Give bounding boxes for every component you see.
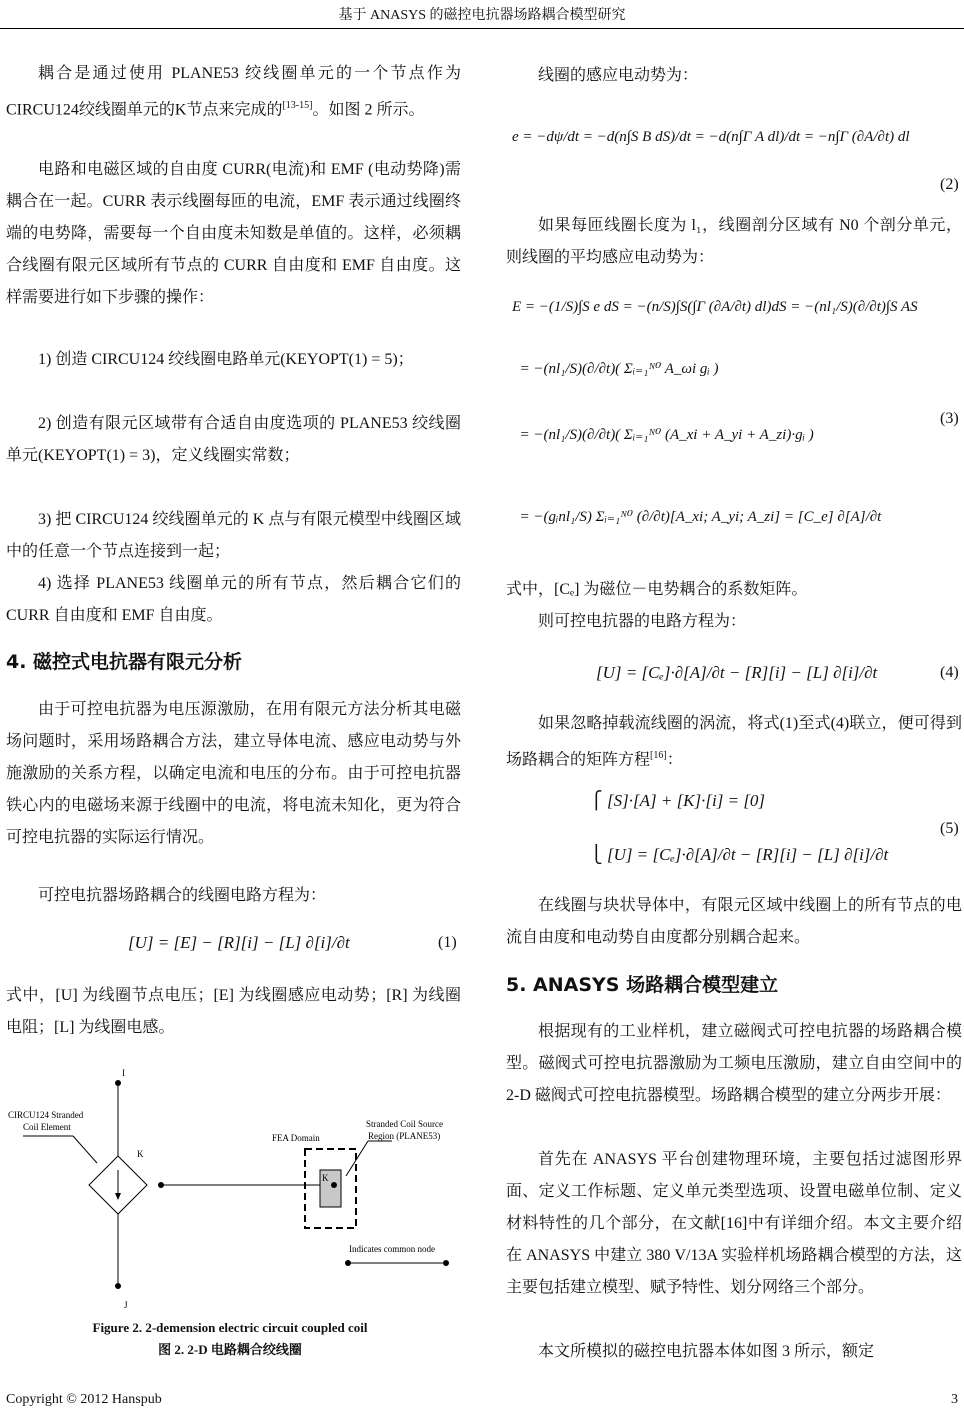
equation-3-line: = −(nl₁/S)(∂/∂t)( Σᵢ₌₁ᴺ⁰ (A_xi + A_yi + A_zi)·gᵢ ) <box>512 427 814 443</box>
figure-label: Indicates common node <box>349 1244 435 1254</box>
paragraph-text: 耦合是通过使用 PLANE53 绞线圈单元的一个节点作为CIRCU124绞线圈单元的K节点来完成的 <box>6 65 461 119</box>
equation-number: (5) <box>940 820 959 837</box>
copyright: Copyright © 2012 Hanspub <box>6 1392 162 1407</box>
leader-arrow <box>73 1136 97 1163</box>
node-label: K <box>322 1173 329 1183</box>
node-label: I <box>122 1068 125 1078</box>
node-j <box>115 1283 121 1289</box>
figure-label: Coil Element <box>23 1122 71 1132</box>
node-k <box>331 1182 337 1188</box>
equation-4: [U] = [Cₑ]·∂[A]/∂t − [R][i] − [L] ∂[i]/∂t <box>596 663 878 682</box>
node <box>443 1260 449 1266</box>
paragraph: 则可控电抗器的电路方程为： <box>538 613 747 630</box>
paragraph <box>6 58 461 126</box>
equation-5-line: ⎧ [S]·[A] + [K]·[i] = [0] <box>590 791 766 810</box>
figure-label: Region (PLANE53) <box>368 1131 441 1141</box>
list-item: 2) 创造有限元区域带有合适自由度选项的 PLANE53 绞线圈单元(KEYOPT(1) = 3)，定义线圈实常数； <box>6 415 461 464</box>
section-heading: 5. ANASYS 场路耦合模型建立 <box>506 974 779 996</box>
paragraph: 根据现有的工业样机，建立磁阀式可控电抗器的场路耦合模型。磁阀式可控电抗器激励为工频电压激励，建立自由空间中的 2-D 磁阀式可控电抗器模型。场路耦合模型的建立分两步开展： <box>506 1023 962 1104</box>
figure-label: CIRCU124 Stranded <box>8 1110 84 1120</box>
paragraph: 本文所模拟的磁控电抗器本体如图 3 所示，额定 <box>538 1343 875 1360</box>
equation-5-line: ⎩ [U] = [Cₑ]·∂[A]/∂t − [R][i] − [L] ∂[i]/∂t <box>590 845 889 864</box>
paragraph: 线圈的感应电动势为： <box>538 67 699 84</box>
citation: [13-15] <box>282 100 313 111</box>
equation-1: [U] = [E] − [R][i] − [L] ∂[i]/∂t <box>128 933 350 952</box>
equation-3-line: = −(nl₁/S)(∂/∂t)( Σᵢ₌₁ᴺ⁰ A_ωi gᵢ ) <box>512 361 719 377</box>
list-item: 3) 把 CIRCU124 绞线圈单元的 K 点与有限元模型中线圈区域中的任意一个节点连接到一起； <box>6 511 461 560</box>
arrowhead <box>115 1193 121 1200</box>
citation: [16] <box>650 750 667 761</box>
node-label: J <box>124 1300 128 1310</box>
node-label: K <box>137 1149 144 1159</box>
paragraph-text: 。如图 2 所示。 <box>312 101 425 119</box>
figure-caption-zh: 图 2. 2-D 电路耦合绞线圈 <box>158 1342 302 1357</box>
paragraph: 如果每匝线圈长度为 l₁，线圈剖分区域有 N0 个剖分单元，则线圈的平均感应电动势为： <box>506 217 962 266</box>
header-rule <box>0 28 964 29</box>
section-heading: 4. 磁控式电抗器有限元分析 <box>6 651 243 673</box>
paragraph-text: 如果忽略掉载流线圈的涡流，将式(1)至式(4)联立，便可得到场路耦合的矩阵方程 <box>506 715 962 769</box>
running-header: 基于 ANASYS 的磁控电抗器场路耦合模型研究 <box>338 8 626 23</box>
page-number: 3 <box>951 1392 958 1407</box>
list-item: 1) 创造 CIRCU124 绞线圈电路单元(KEYOPT(1) = 5)； <box>38 351 414 368</box>
figure-label: Stranded Coil Source <box>366 1119 443 1129</box>
paragraph: 电路和电磁区域的自由度 CURR(电流)和 EMF (电动势降)需耦合在一起。CURR 表示线圈每匝的电流，EMF 表示通过线圈终端的电势降，需要每一个自由度未知数是单值的。这样，必须耦合线圈有限元区域所有节点的 CURR 自由度和 EMF 自由度。这样需要进行如下步骤的操作： <box>6 161 461 306</box>
equation-number: (2) <box>940 176 959 193</box>
paragraph: 式中，[U] 为线圈节点电压；[E] 为线圈感应电动势；[R] 为线圈电阻；[L] 为线圈电感。 <box>6 987 461 1036</box>
paragraph: 在线圈与块状导体中，有限元区域中线圈上的所有节点的电流自由度和电动势自由度都分别耦合起来。 <box>506 897 962 946</box>
node-i <box>115 1080 121 1086</box>
paragraph: 可控电抗器场路耦合的线圈电路方程为： <box>38 887 327 904</box>
paragraph: 由于可控电抗器为电压源激励，在用有限元方法分析其电磁场问题时，采用场路耦合方法，建立导体电流、感应电动势与外施激励的关系方程，以确定电流和电压的分布。由于可控电抗器铁心内的电磁场来源于线圈中的电流，将电流未知化，更为符合可控电抗器的实际运行情况。 <box>6 701 461 846</box>
circuit-figure <box>0 1060 480 1320</box>
equation-number: (1) <box>438 934 457 951</box>
equation-2: e = −dψ/dt = −d(n∫S B dS)/dt = −d(n∫Γ A dl)/dt = −n∫Γ (∂A/∂t) dl <box>512 129 910 145</box>
equation-3-line: E = −(1/S)∫S e dS = −(n/S)∫S(∫Γ (∂A/∂t) dl)dS = −(nl₁/S)(∂/∂t)∫S AS <box>512 299 918 315</box>
equation-number: (3) <box>940 410 959 427</box>
paragraph-text: ： <box>666 751 683 769</box>
list-item: 4) 选择 PLANE53 线圈单元的所有节点，然后耦合它们的 CURR 自由度和 EMF 自由度。 <box>6 575 461 624</box>
figure-label: FEA Domain <box>272 1133 320 1143</box>
figure-caption-en: Figure 2. 2-demension electric circuit coupled coil <box>92 1320 368 1335</box>
node <box>345 1260 351 1266</box>
equation-3-line: = −(gᵢnl₁/S) Σᵢ₌₁ᴺ⁰ (∂/∂t)[A_xi; A_yi; A_zi] = [C_e] ∂[A]/∂t <box>512 509 882 525</box>
equation-number: (4) <box>940 664 959 681</box>
paragraph <box>506 708 962 776</box>
paragraph: 首先在 ANASYS 平台创建物理环境，主要包括过滤图形界面、定义工作标题、定义单元类型选项、设置电磁单位制、定义材料特性的几个部分，在文献[16]中有详细介绍。本文主要介绍在 ANASYS 中建立 380 V/13A 实验样机场路耦合模型的方法，这主要包括建立模型、赋予特性、划分网络三个部分。 <box>506 1151 962 1296</box>
paragraph: 式中，[Cₑ] 为磁位－电势耦合的系数矩阵。 <box>506 581 808 598</box>
